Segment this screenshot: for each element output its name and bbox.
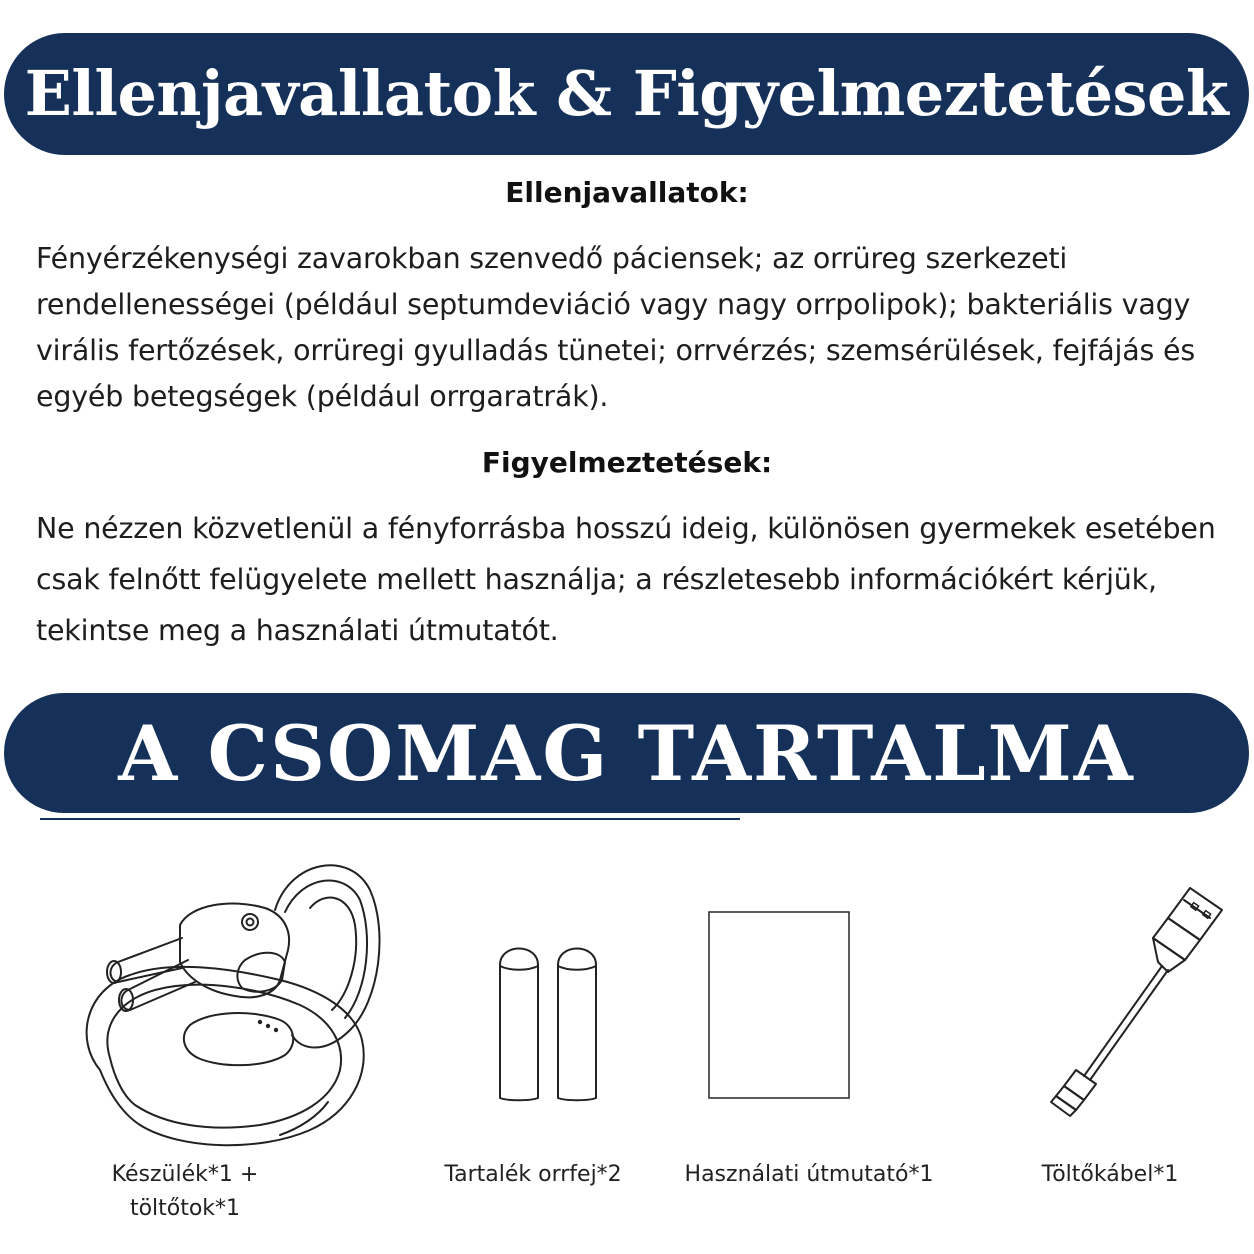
divider-line bbox=[40, 818, 740, 820]
device-caption-line1: Készülék*1 + bbox=[111, 1162, 259, 1187]
warnings-text: Ne nézzen közvetlenül a fényforrásba hosszú ideig, különösen gyermekek esetében csak felnőtt felügyelete mellett használja; a részletesebb információkért kérjük, tekintse meg a használati útmutatót. bbox=[36, 512, 1216, 647]
contraindications-banner: Ellenjavallatok & Figyelmeztetések bbox=[4, 33, 1249, 155]
warnings-heading: Figyelmeztetések: bbox=[481, 446, 773, 479]
package-contents-banner: A CSOMAG TARTALMA bbox=[4, 693, 1249, 813]
nose-tips-icon bbox=[490, 940, 610, 1105]
device-with-charging-case-icon bbox=[70, 850, 400, 1150]
device-caption-line2: töltőtok*1 bbox=[129, 1196, 241, 1221]
manual-caption: Használati útmutató*1 bbox=[684, 1162, 934, 1187]
nose-tips-caption: Tartalék orrfej*2 bbox=[444, 1162, 622, 1187]
device-caption bbox=[80, 1158, 290, 1226]
contraindications-heading: Ellenjavallatok: bbox=[505, 176, 749, 209]
usb-cable-icon bbox=[1040, 880, 1230, 1120]
manual-icon bbox=[705, 908, 855, 1103]
cable-caption: Töltőkábel*1 bbox=[1041, 1162, 1179, 1187]
contraindications-text: Fényérzékenységi zavarokban szenvedő páciensek; az orrüreg szerkezeti rendellenességei (például septumdeviáció vagy nagy orrpolipok); bakteriális vagy virális fertőzések, orrüregi gyulladás tünetei; orrvérzés; szemsérülések, fejfájás és egyéb betegségek (például orrgaratrák). bbox=[36, 242, 1196, 413]
